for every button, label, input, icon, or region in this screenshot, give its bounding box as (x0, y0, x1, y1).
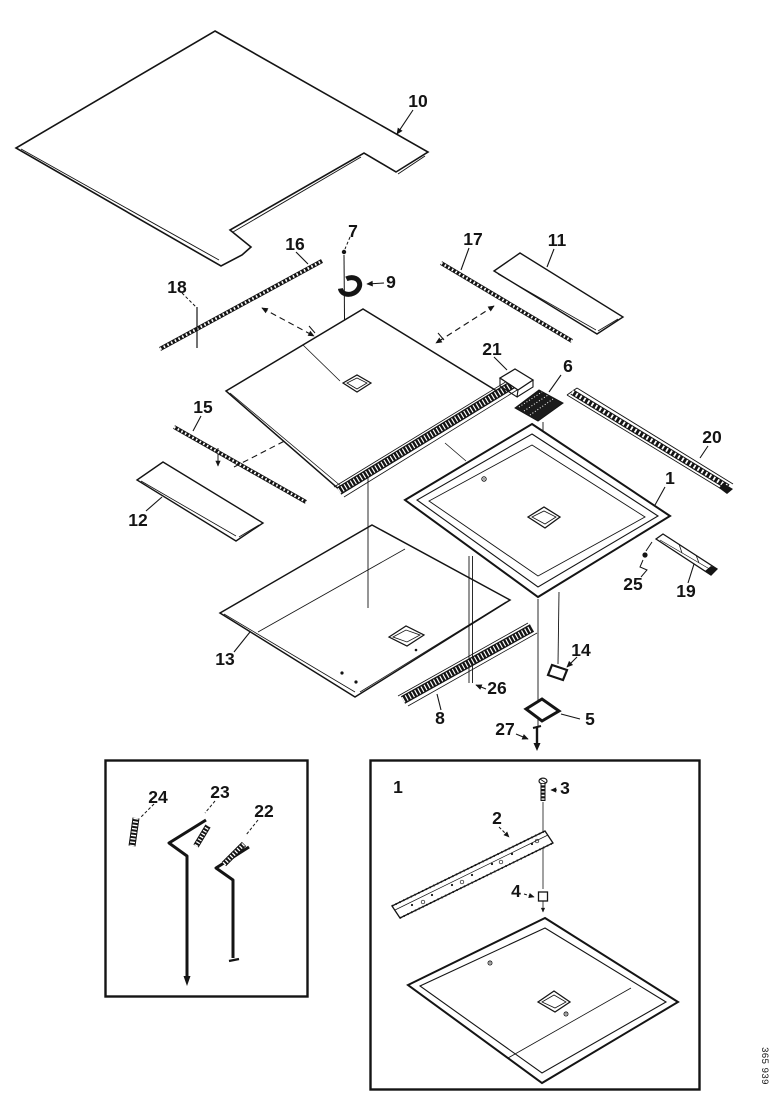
inset-part-label-23: 23 (210, 782, 230, 802)
part-23-rod (169, 801, 215, 986)
part-label-14: 14 (571, 640, 591, 660)
part-5-clip (526, 599, 580, 727)
part-label-18: 18 (167, 277, 187, 297)
part-label-5: 5 (585, 709, 595, 729)
part-10-roof-panel (16, 31, 428, 266)
part-label-20: 20 (702, 427, 722, 447)
part-25-plug (640, 542, 652, 577)
part-label-6: 6 (563, 356, 573, 376)
part-label-26: 26 (487, 678, 507, 698)
inset-part-label-22: 22 (254, 801, 274, 821)
part-14-clip (548, 592, 577, 680)
inset-part-label-1: 1 (393, 777, 403, 797)
inset-left-box (106, 761, 308, 997)
part-label-16: 16 (285, 234, 305, 254)
inset-part-label-2: 2 (492, 808, 502, 828)
part-label-12: 12 (128, 510, 148, 530)
middle-panel (226, 309, 500, 492)
part-24-spring (132, 804, 154, 846)
part-label-19: 19 (676, 581, 696, 601)
part-11-strip-panel (494, 249, 623, 334)
part-label-15: 15 (193, 397, 213, 417)
part-label-13: 13 (215, 649, 235, 669)
part-19-rail (656, 534, 717, 583)
part-label-25: 25 (623, 574, 643, 594)
part-label-27: 27 (495, 719, 515, 739)
part-16-rail (160, 252, 322, 349)
inset-part-label-4: 4 (511, 881, 521, 901)
part-label-21: 21 (482, 339, 502, 359)
part-label-9: 9 (386, 272, 396, 292)
inset-part-label-3: 3 (560, 778, 570, 798)
part-label-11: 11 (547, 230, 567, 250)
inset-right-box (371, 761, 700, 1090)
part-12-strip-panel (137, 462, 263, 541)
inset-part-4-nut (524, 892, 548, 912)
part-label-8: 8 (435, 708, 445, 728)
part-22-rod (216, 820, 258, 961)
inset-part-1-framed-panel (408, 918, 678, 1083)
part-18-pin (182, 293, 197, 348)
part-label-17: 17 (463, 229, 483, 249)
part-label-10: 10 (408, 91, 428, 111)
figure-code: 365 939 (759, 1047, 770, 1085)
inset-part-2-rail (392, 827, 553, 918)
part-label-7: 7 (348, 221, 358, 241)
part-label-1: 1 (665, 468, 675, 488)
inset-part-label-24: 24 (148, 787, 168, 807)
part-27-screw (516, 726, 541, 751)
